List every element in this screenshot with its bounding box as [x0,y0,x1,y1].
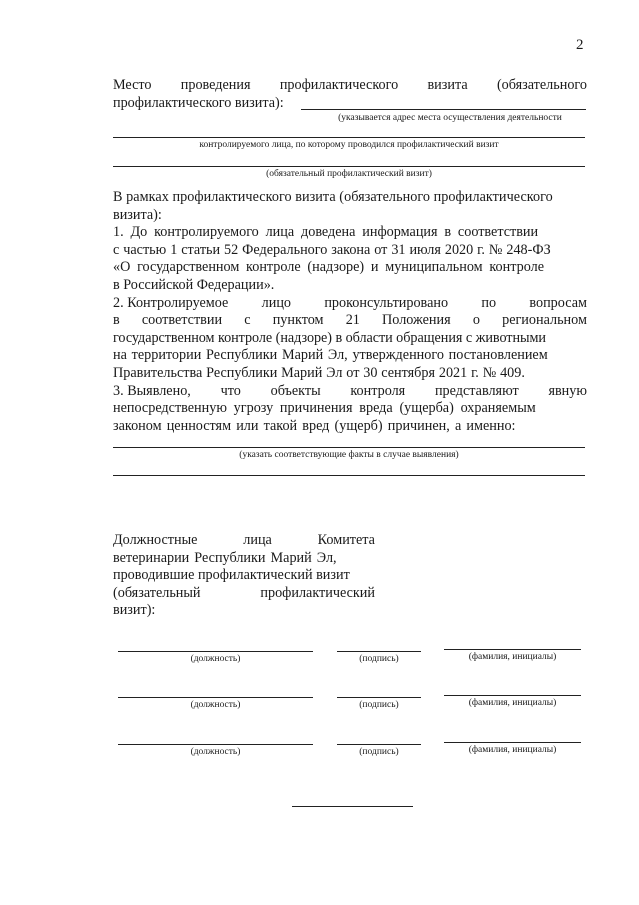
signature-caption: (подпись) [359,700,399,710]
word: объекты [270,382,321,399]
word: пунктом [272,312,324,329]
intro-line1: В рамках профилактического визита (обязательного профилактического [113,189,553,205]
address-hint: (указывается адрес места осуществления деятельности [338,113,562,123]
word: региональном [502,312,587,329]
page-number: 2 [576,37,584,53]
word: лицо [261,294,292,311]
facts-field-line-2[interactable] [113,475,585,476]
p1-line3: «О государственном контроле (надзоре) и муниципальном контроле [113,259,544,276]
signature-caption: (подпись) [359,747,399,757]
word: Должностные [113,532,198,548]
intro-line2: визита): [113,206,162,223]
name-caption: (фамилия, инициалы) [468,698,557,708]
p3-line1 [113,383,587,401]
word: с [244,312,251,329]
name-line[interactable] [444,649,581,650]
address-field-line-2[interactable] [113,137,585,138]
address-hint-3: (обязательный профилактический визит) [266,169,432,179]
facts-field-line[interactable] [113,447,585,448]
bottom-separator [292,806,413,807]
officials-line1 [113,532,375,550]
place-label-line2: профилактического визита): [113,94,284,111]
word: Положения [382,312,451,329]
place-label [113,77,587,112]
address-field-line-3[interactable] [113,166,585,167]
visit-body [113,189,587,435]
position-caption: (должность) [190,700,241,710]
signature-line[interactable] [337,744,421,745]
p2-line1 [113,295,587,313]
p2-line3: государственном контроле (надзоре) в области обращения с животными [113,329,546,346]
word: представляют [434,382,519,399]
word: в [113,312,120,329]
position-caption: (должность) [190,747,241,757]
signature-caption: (подпись) [359,654,399,664]
p1-line4: в Российской Федерации». [113,276,275,293]
word: лица [243,532,272,548]
word: Место [113,77,152,93]
p1-line1: 1. До контролируемого лица доведена информация в соответствии [113,224,539,241]
p2-line5: Правительства Республики Марий Эл от 30 сентября 2021 г. № 409. [113,364,525,381]
name-line[interactable] [444,742,581,743]
address-hint-2: контролируемого лица, по которому проводился профилактический визит [199,140,499,150]
word: контроля [350,382,406,399]
name-caption: (фамилия, инициалы) [468,745,557,755]
officials-label [113,532,375,620]
officials-line5: визит): [113,602,156,619]
signature-line[interactable] [337,651,421,652]
word: профилактический [260,584,375,601]
word: визита [427,77,468,93]
word: вопросам [529,294,587,311]
facts-hint: (указать соответствующие факты в случае выявления) [239,450,459,460]
word: (обязательный [113,584,201,601]
p3-line3: законом ценностям или такой вред (ущерб) причинен, а именно: [113,417,516,434]
officials-line2: ветеринарии Республики Марий Эл, [113,549,337,566]
p2-line2 [113,312,587,330]
p1-line2: с частью 1 статьи 52 Федерального закона от 31 июля 2020 г. № 248-ФЗ [113,241,551,258]
position-line[interactable] [118,697,313,698]
signature-line[interactable] [337,697,421,698]
p3-line2: непосредственную угрозу причинения вреда (ущерба) охраняемым [113,400,536,417]
name-caption: (фамилия, инициалы) [468,652,557,662]
position-line[interactable] [118,651,313,652]
p2-line4: на территории Республики Марий Эл, утвержденного постановлением [113,347,548,364]
word: 2. Контролируемое [113,294,229,311]
word: 3. Выявлено, [113,382,191,399]
address-field-line[interactable] [301,109,586,110]
word: явную [548,382,587,399]
position-line[interactable] [118,744,313,745]
word: проконсультировано [324,294,449,311]
word: соответствии [141,312,223,329]
name-line[interactable] [444,695,581,696]
word: Комитета [317,532,375,548]
word: 21 [345,312,360,329]
word: что [220,382,241,399]
word: профилактического [279,77,399,93]
word: о [472,312,480,329]
word: проведения [180,77,251,93]
officials-line4 [113,585,375,603]
word: (обязательного [496,77,587,93]
officials-line3: проводившие профилактический визит [113,567,350,584]
position-caption: (должность) [190,654,241,664]
word: по [481,294,497,311]
place-label-line1 [113,77,587,95]
